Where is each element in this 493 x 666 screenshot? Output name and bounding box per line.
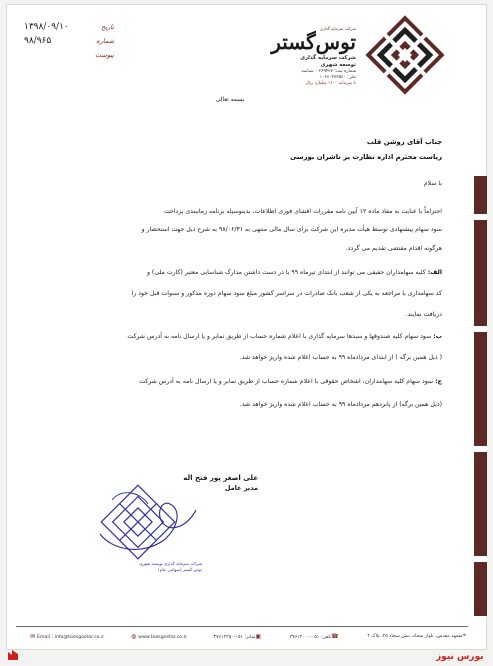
clause-jim-label: ج: <box>435 378 442 385</box>
signer-name: علی اصغر پور فتح اله <box>183 474 258 482</box>
recipient-name: جناب آقای روشن قلب <box>366 138 442 146</box>
recipient-title: ریاست محترم اداره نظارت بر ناشران بورسی <box>290 153 442 161</box>
signer-title: مدیر عامل <box>224 484 258 492</box>
clause-be-text: سود سهام کلیه صندوقها و سبدها سرمایه گذاری با اعلام شماره حساب از طریق نمابر و یا ارسال نامه به آدرس شرکت <box>127 333 432 340</box>
greeting: با سلام <box>423 180 442 187</box>
clause-alef-label: الف: <box>427 269 442 276</box>
brand-company: شرکت سرمایه گذاری توسعه شهری <box>300 55 356 68</box>
attachment-label: پیوست <box>95 51 114 59</box>
company-logo-icon <box>362 12 448 98</box>
clause-be-line2: ( ذیل همین برگه ) از ابتدای مردادماه ۹۹ به حساب اعلام شده واریز خواهد شد. <box>239 354 442 361</box>
letter-meta <box>24 20 114 62</box>
brand-block <box>271 26 356 87</box>
clause-jim-text: سود سهام کلیه سهامداران، اشخاص حقوقی با اعلام شماره حساب از طریق نمابر و یا ارسال نامه به آدرس شرکت <box>139 378 434 385</box>
fax-icon: ▣ <box>255 632 262 640</box>
footer-divider <box>16 626 468 627</box>
brand-tagline: شرکت سرمایه گذاری <box>319 26 356 31</box>
date-row <box>24 20 114 34</box>
stamp-brand: توس گستر (سهامی عام) <box>158 567 202 572</box>
para1-line2: سود سهام پیشنهادی توسط هیأت مدیره این شرکت برای سال مالی منتهی به ۹۸/۰۶/۳۱ به شرح ذیل جهت استحضار و <box>141 226 442 233</box>
para1-line3: هرگونه اقدام مقتضی تقدیم می گردد. <box>345 245 442 252</box>
globe-icon: ◍ <box>130 632 137 640</box>
letter-footer <box>30 630 468 642</box>
clause-be-line1 <box>40 333 442 340</box>
clause-alef-line1 <box>40 269 442 276</box>
para1-line1: احتراماً با عنایت به مفاد ماده ۱۲ آیین نامه مقررات افشای فوری اطلاعات، بدینوسیله برنامه زمانبندی پرداخت <box>163 208 442 215</box>
signature-block <box>138 474 258 492</box>
email-icon: ✉ <box>30 632 36 640</box>
footer-phone: ☎تلفن: ۰۵۱-۳۷۶۱۲۰۰۰ <box>289 632 339 640</box>
brand-capital: با سرمایه ۱۶۰۰ میلیارد ریال <box>305 81 356 86</box>
clause-jim-line1 <box>40 378 442 385</box>
footer-website: ◍ www.toosgostar.co.ir <box>130 632 187 640</box>
attachment-row <box>24 48 114 62</box>
number-value: ۹۸/۹۶۵ <box>24 36 52 46</box>
clause-alef-text: کلیه سهامداران حقیقی می توانند از ابتدای تیرماه ۹۹ با در دست داشتن مدارک شناسایی معتبر (کارت ملی) و <box>146 269 426 276</box>
watermark-source: بورس نیوز <box>436 652 484 662</box>
phone-icon: ☎ <box>331 632 339 640</box>
watermark-logo-icon <box>6 648 20 662</box>
clause-jim-line2: (ذیل همین برگه) از پانزدهم مردادماه ۹۹ به حساب اعلام شده واریز خواهد شد. <box>239 401 442 408</box>
invocation: بسمه تعالی <box>215 96 245 103</box>
date-label: تاریخ <box>101 23 114 31</box>
footer-fax: ▣نمابر: ۰۵۱-۳۷۶۱۲۴۵۰ <box>213 632 262 640</box>
date-value: ۱۳۹۸/۰۹/۱۰ <box>24 22 69 32</box>
location-icon: ⌖ <box>462 632 466 639</box>
side-strip <box>474 176 487 616</box>
clause-alef-line2: کد سهامداری با مراجعه به یکی از شعب بانک صادرات در سراسر کشور مبلغ سود سهام دوره مذکور و سنوات قبل خود را <box>131 290 442 297</box>
brand-registration: شماره ثبت: ۲۶۹۴۳۷ – شناسه ملی: ۱۰۳۸۰۴۷۳۵۸۰ <box>301 69 356 80</box>
number-label: شماره <box>96 37 114 45</box>
number-row <box>24 34 114 48</box>
stamp-company: شرکت سرمایه گذاری توسعه شهری <box>139 561 202 566</box>
clause-alef-line3: دریافت نمایند. <box>405 311 442 318</box>
footer-address: ⌖مشهد مقدس، بلوار سجاد، نبش سجاد ۲۵، پلاک ۲ <box>367 632 466 639</box>
footer-email: ✉ Email : info@toosgostar.co.ir <box>30 632 105 640</box>
clause-be-label: ب: <box>433 333 442 340</box>
brand-name: توس‌گستر <box>271 30 356 54</box>
stamp-text <box>112 561 202 573</box>
